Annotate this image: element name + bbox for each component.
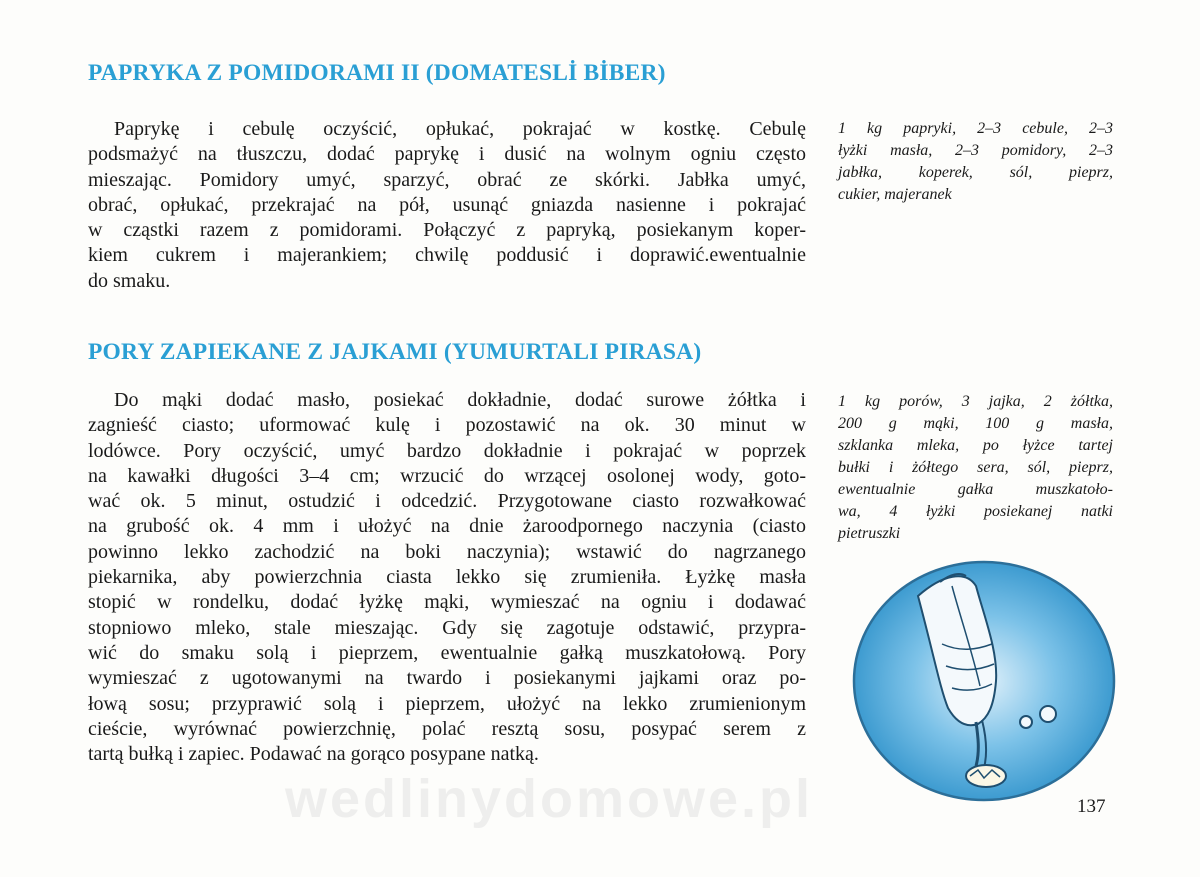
leek-drawing-icon [848, 556, 1123, 806]
ingredients-line: wa, 4 łyżki posiekanej natki [838, 503, 1113, 520]
text-line: obrać, opłukać, przekrajać na pół, usunąć gniazda nasienne i pokrajać [88, 193, 806, 216]
ingredients-line: 1 kg porów, 3 jajka, 2 żółtka, [838, 393, 1113, 410]
watermark: wedlinydomowe.pl [285, 769, 814, 829]
recipe-1-heading: PAPRYKA Z POMIDORAMI II (DOMATESLİ BİBER) [88, 60, 666, 86]
text-line: powinno lekko zachodzić na boki naczynia); wstawić do nagrzanego [88, 540, 806, 563]
text-line: wić do smaku solą i pieprzem, ewentualnie gałką muszkatołową. Pory [88, 641, 806, 664]
recipe-2-heading: PORY ZAPIEKANE Z JAJKAMI (YUMURTALI PIRASA) [88, 339, 702, 365]
ingredients-line: 200 g mąki, 100 g masła, [838, 415, 1113, 432]
text-line: stopić w rondelku, dodać łyżkę mąki, wymieszać na ogniu i dodawać [88, 591, 806, 614]
text-line: na grubość ok. 4 mm i ułożyć na dnie żaroodpornego naczynia (ciasto [88, 515, 806, 538]
ingredients-line: jabłka, koperek, sól, pieprz, [838, 164, 1113, 181]
page-number: 137 [1077, 796, 1106, 817]
ingredients-line: 1 kg papryki, 2–3 cebule, 2–3 [838, 120, 1113, 137]
ingredients-line: łyżki masła, 2–3 pomidory, 2–3 [838, 142, 1113, 159]
text-line: wymieszać z ugotowanymi na twardo i posiekanymi jajkami oraz po- [88, 667, 806, 690]
text-line: stopniowo mleko, stale mieszając. Gdy się zagotuje odstawić, przypra- [88, 616, 806, 639]
text-line: lodówce. Pory oczyścić, umyć bardzo dokładnie i pokrajać w poprzek [88, 439, 806, 462]
ingredients-line: szklanka mleka, po łyżce tartej [838, 437, 1113, 454]
text-line: na kawałki długości 3–4 cm; wrzucić do wrzącej osolonej wody, goto- [88, 464, 806, 487]
leek-illustration [848, 556, 1123, 811]
text-line: w cząstki razem z pomidorami. Połączyć z papryką, posiekanym koper- [88, 219, 806, 242]
text-line: mieszając. Pomidory umyć, sparzyć, obrać ze skórki. Jabłka umyć, [88, 168, 806, 191]
recipe-2-instructions [88, 388, 806, 767]
ingredients-line: ewentualnie gałka muszkatoło- [838, 481, 1113, 498]
ingredients-line: pietruszki [838, 525, 901, 542]
recipe-2-ingredients [838, 391, 1113, 545]
text-line: Do mąki dodać masło, posiekać dokładnie, dodać surowe żółtka i [114, 389, 806, 411]
text-line: piekarnika, aby powierzchnia ciasta lekko się zrumieniła. Łyżkę masła [88, 566, 806, 589]
text-line: zagnieść ciasto; uformować kulę i pozostawić na ok. 30 minut w [88, 414, 806, 437]
ingredients-line: cukier, majeranek [838, 186, 952, 203]
text-line: tartą bułką i zapiec. Podawać na gorąco posypane natką. [88, 743, 539, 766]
text-line: łową sosu; przyprawić solą i pieprzem, ułożyć na lekko zrumienionym [88, 692, 806, 715]
text-line: do smaku. [88, 269, 171, 292]
text-line: Paprykę i cebulę oczyścić, opłukać, pokrajać w kostkę. Cebulę [114, 118, 806, 140]
recipe-1-ingredients [838, 118, 1113, 206]
recipe-1-instructions [88, 117, 806, 294]
text-line: podsmażyć na tłuszczu, dodać paprykę i dusić na wolnym ogniu często [88, 143, 806, 166]
text-line: kiem cukrem i majerankiem; chwilę poddusić i doprawić.ewentualnie [88, 244, 806, 267]
ingredients-line: bułki i żółtego sera, sól, pieprz, [838, 459, 1113, 476]
text-line: wać ok. 5 minut, ostudzić i odcedzić. Przygotowane ciasto rozwałkować [88, 490, 806, 513]
text-line: cieście, wyrównać powierzchnię, polać resztą sosu, posypać serem z [88, 717, 806, 740]
